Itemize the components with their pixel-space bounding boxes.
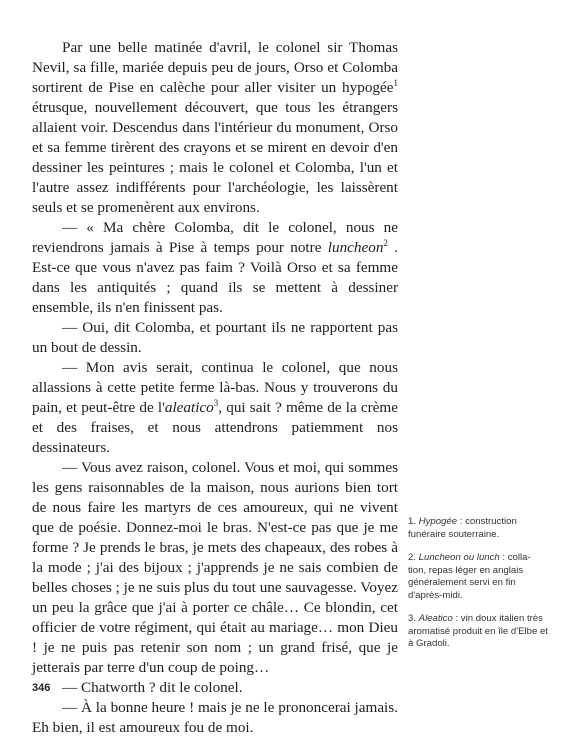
note-1 <box>408 516 548 541</box>
note-number: 1. <box>408 516 419 527</box>
margin-notes <box>408 516 548 662</box>
main-text <box>32 38 398 738</box>
note-number: 2. <box>408 552 419 563</box>
text-span: Par une belle matinée d'avril, le colonel sir Thomas Nevil, sa fille, mariée depuis peu de jours, Orso et Colomba sortirent de Pise en calèche pour aller visiter un hypogée <box>32 39 398 96</box>
text-span: , qui sait ? même de la crème et des fraises, et nous attendrons patiemment nos dessinateurs. <box>32 399 398 456</box>
note-text: : construction funéraire souterraine. <box>408 516 517 540</box>
paragraph-3: — Oui, dit Colomba, et pourtant ils ne rapportent pas un bout de dessin. <box>32 319 398 356</box>
text-span: — Mon avis serait, continua le colonel, que nous allassions à cette petite ferme là-bas. Nous y trouverons du pain, et peut-être de l' <box>32 359 398 416</box>
text-span: étrusque, nouvellement découvert, que tous les étrangers allaient voir. Descendus dans l'intérieur du monument, Orso et sa femme tirèrent des crayons et se mirent en devoir d'en dessiner les peintures ; mais le colonel et Colomba, l'un et l'autre assez indifférents pour l'archéologie, les laissèrent seuls et se promenèrent aux environs. <box>32 99 398 216</box>
italic-term: luncheon <box>327 239 384 256</box>
note-text: : vin doux italien très aromatisé produit en île d'Elbe et à Gradoli. <box>408 613 548 649</box>
footnote-ref-3: 3 <box>213 398 219 408</box>
footnote-ref-2: 2 <box>383 238 388 248</box>
paragraph-6: — Chatworth ? dit le colonel. <box>62 679 243 696</box>
paragraph-7: — À la bonne heure ! mais je ne le prononcerai jamais. Eh bien, il est amoureux fou de moi. <box>32 699 398 736</box>
note-number: 3. <box>408 613 419 624</box>
paragraph-2 <box>32 218 398 318</box>
note-text: : colla-tion, repas léger en anglais généralement servi en fin d'après-midi. <box>408 552 531 601</box>
footnote-ref-1: 1 <box>393 78 398 88</box>
note-term: Luncheon ou lunch <box>418 552 500 563</box>
note-3 <box>408 613 548 651</box>
note-2 <box>408 552 548 602</box>
paragraph-4 <box>32 358 398 458</box>
text-span: — « Ma chère Colomba, dit le colonel, nous ne reviendrons jamais à Pise à temps pour notre <box>32 219 398 256</box>
note-term: Aleatico <box>418 613 453 624</box>
note-term: Hypogée <box>418 516 458 527</box>
paragraph-1 <box>32 38 398 218</box>
paragraph-5: — Vous avez raison, colonel. Vous et moi, qui sommes les gens raisonnables de la maison, nous aurions bien tort de nous faire les martyrs de ces amoureux, qui ne vivent que de poésie. Donnez-moi le bras. N'est-ce pas que je me forme ? Je prends le bras, je mets des chapeaux, des robes à la mode ; j'ai des bijoux ; j'apprends je ne sais combien de belles choses ; je ne suis plus du tout une sauvagesse. Voyez un peu la grâce que j'ai à porter ce châle… Ce blondin, cet officier de votre régiment, qui était au mariage… mon Dieu ! je ne puis pas retenir son nom ; un grand frisé, que je jetterais par terre d'un coup de poing… <box>32 459 398 676</box>
text-span: . Est-ce que vous n'avez pas faim ? Voilà Orso et sa femme dans les antiquités ; quand ils se mettent à dessiner ensemble, ils n'en finissent pas. <box>32 239 399 316</box>
page-number: 346 <box>32 682 51 694</box>
italic-term: aleatico <box>164 399 214 416</box>
